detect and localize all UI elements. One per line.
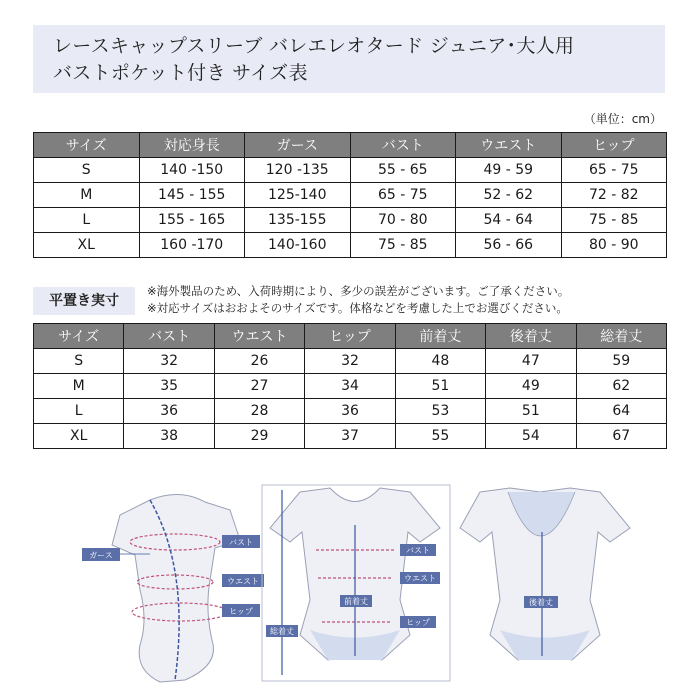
column-header: 後着丈 [486,324,576,349]
table-cell: 48 [395,349,485,374]
bust-label: バスト [229,538,253,547]
column-header: 対応身長 [139,133,245,158]
table-cell: 54 [486,424,576,449]
table-cell: 155 - 165 [139,208,245,233]
table-row [34,349,667,374]
hip-label-front: ヒップ [406,618,430,627]
body-form-illustration [88,494,240,682]
table-cell: 70 - 80 [350,208,456,233]
title-box [33,25,665,93]
table-cell: 29 [214,424,304,449]
column-header: ヒップ [305,324,395,349]
column-header: ガース [245,133,351,158]
total-length-label: 総着丈 [270,627,294,636]
measurement-diagram [0,470,700,700]
title-line-1: レースキャップスリーブ バレエレオタード ジュニア･大人用 [53,35,575,57]
table-cell: 59 [576,349,666,374]
total-length-label-tag [266,625,298,637]
bust-label-tag-left [222,535,260,548]
unit-note: （単位：cm） [583,112,662,126]
table-cell: 55 - 65 [350,158,456,183]
table-cell: 47 [486,349,576,374]
table-row [34,183,667,208]
table-cell: 49 [486,374,576,399]
hip-label: ヒップ [229,607,253,616]
column-header: バスト [350,133,456,158]
table-cell: M [34,374,124,399]
table-cell: 38 [124,424,214,449]
table-cell: L [34,208,140,233]
column-header: サイズ [34,324,124,349]
flat-measurement-label: 平置き実寸 [33,287,135,315]
table-cell: 65 - 75 [350,183,456,208]
waist-label-front: ウエスト [404,574,436,583]
table-cell: 75 - 85 [561,208,667,233]
waist-label-tag-left [222,574,264,587]
waist-label: ウエスト [227,577,259,586]
column-header: バスト [124,324,214,349]
table-cell: 26 [214,349,304,374]
table-cell: 52 - 62 [456,183,562,208]
table-cell: 67 [576,424,666,449]
title-line-2: バストポケット付き サイズ表 [53,62,308,84]
back-flat-illustration [460,488,630,660]
bust-label-front: バスト [406,546,430,555]
table-cell: 135-155 [245,208,351,233]
table-cell: L [34,399,124,424]
bust-label-tag-front [400,544,436,556]
front-length-label-tag [340,595,372,607]
table-cell: 145 - 155 [139,183,245,208]
table-row [34,208,667,233]
table-cell: 54 - 64 [456,208,562,233]
notes [147,283,569,317]
body-size-table [33,132,667,258]
flat-size-table [33,323,667,449]
table-cell: 80 - 90 [561,233,667,258]
table-cell: 34 [305,374,395,399]
table-cell: M [34,183,140,208]
hip-label-tag-front [400,616,436,628]
table-row [34,158,667,183]
table-cell: S [34,349,124,374]
table-cell: 28 [214,399,304,424]
table-cell: 37 [305,424,395,449]
table-cell: S [34,158,140,183]
table-cell: 36 [124,399,214,424]
table-cell: 27 [214,374,304,399]
table-cell: 51 [486,399,576,424]
table-cell: 65 - 75 [561,158,667,183]
hip-label-tag-left [222,604,260,617]
table-cell: 75 - 85 [350,233,456,258]
column-header: ヒップ [561,133,667,158]
table-row [34,399,667,424]
note-line-1: ※海外製品のため、入荷時期により、多少の誤差がございます。ご了承ください。 [147,284,570,298]
table-cell: 32 [305,349,395,374]
front-length-label: 前着丈 [344,597,368,606]
table-cell: 120 -135 [245,158,351,183]
table-cell: 72 - 82 [561,183,667,208]
table-header-row [34,324,667,349]
table-cell: 64 [576,399,666,424]
table-cell: 125-140 [245,183,351,208]
back-length-label: 後着丈 [529,598,553,607]
waist-label-tag-front [400,572,440,584]
table-cell: 53 [395,399,485,424]
table-cell: 35 [124,374,214,399]
table-cell: 140 -150 [139,158,245,183]
table-cell: 49 - 59 [456,158,562,183]
table-cell: 56 - 66 [456,233,562,258]
girth-label: ガース [89,551,113,560]
table-cell: 140-160 [245,233,351,258]
table-row [34,233,667,258]
table-cell: 160 -170 [139,233,245,258]
column-header: ウエスト [456,133,562,158]
table-row [34,424,667,449]
table-cell: XL [34,424,124,449]
back-length-label-tag [524,596,558,608]
table-row [34,374,667,399]
column-header: 前着丈 [395,324,485,349]
table-header-row [34,133,667,158]
note-line-2: ※対応サイズはおおよそのサイズです。体格などを考慮した上でお選びください。 [147,301,568,315]
column-header: ウエスト [214,324,304,349]
girth-label-tag [82,548,120,561]
column-header: 総着丈 [576,324,666,349]
table-cell: 55 [395,424,485,449]
table-cell: XL [34,233,140,258]
table-cell: 62 [576,374,666,399]
table-cell: 51 [395,374,485,399]
table-cell: 36 [305,399,395,424]
table-cell: 32 [124,349,214,374]
column-header: サイズ [34,133,140,158]
